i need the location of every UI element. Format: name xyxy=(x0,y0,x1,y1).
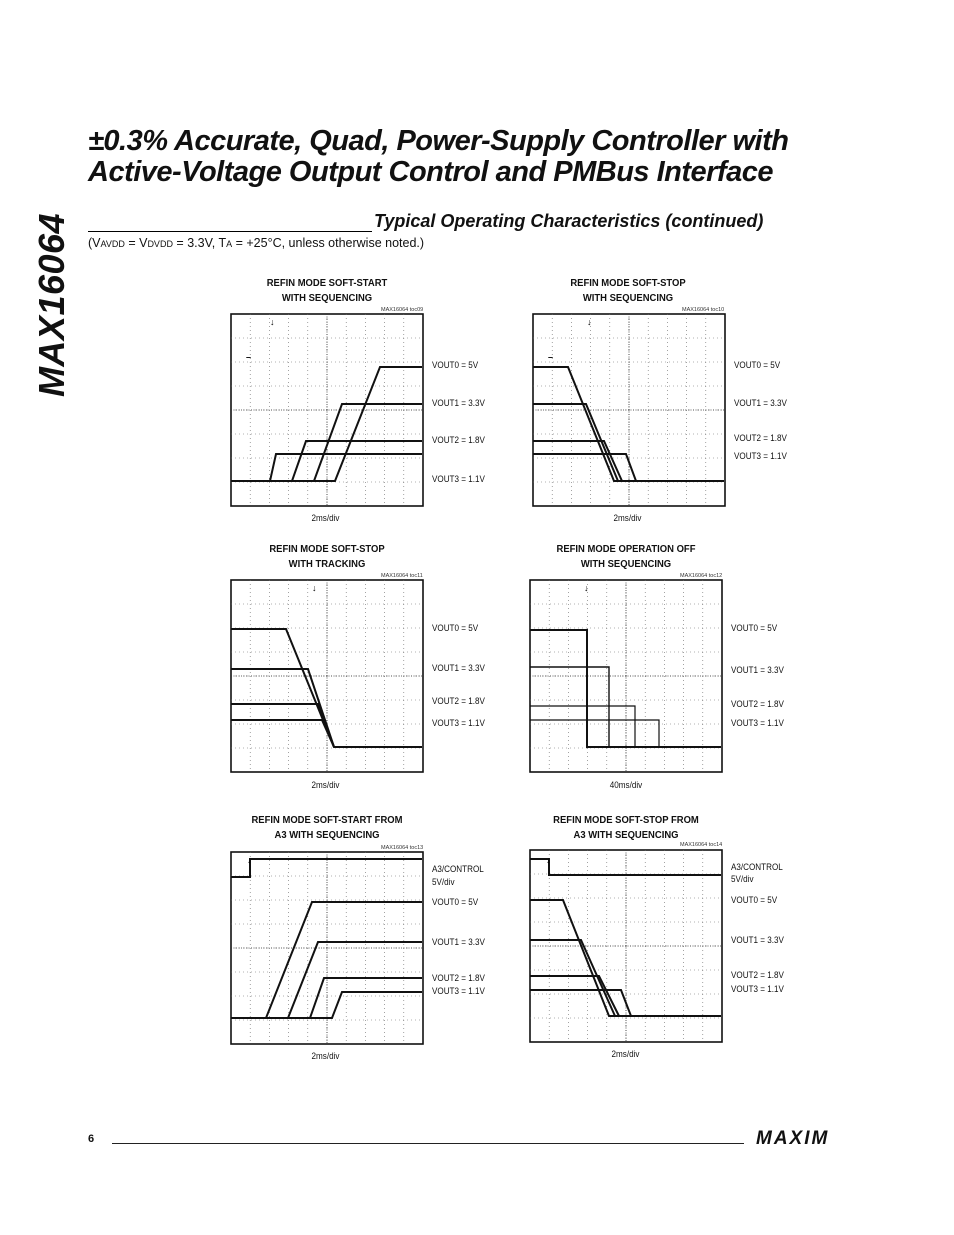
trace-label: VOUT0 = 5V xyxy=(432,623,479,633)
trace-label: VOUT2 = 1.8V xyxy=(731,970,784,980)
plot-id: MAX16064 toc11 xyxy=(381,573,423,579)
trace-label: VOUT2 = 1.8V xyxy=(432,973,485,983)
time-division: 2ms/div xyxy=(311,513,340,523)
time-division: 2ms/div xyxy=(311,1051,340,1061)
plot-id: MAX16064 toc13 xyxy=(381,845,424,851)
maxim-logo xyxy=(754,1128,866,1153)
scope-screen xyxy=(230,851,424,1045)
trace-label: VOUT3 = 1.1V xyxy=(432,986,485,996)
svg-text:↓: ↓ xyxy=(584,583,589,593)
title-line-1: ±0.3% Accurate, Quad, Power-Supply Controller with xyxy=(88,125,789,157)
trace-label: 5V/div xyxy=(731,874,754,884)
scope-screen xyxy=(529,849,723,1043)
plot-title: REFIN MODE OPERATION OFF WITH SEQUENCING xyxy=(556,543,696,570)
test-conditions: (VAVDD = VDVDD = 3.3V, TA = +25°C, unless otherwise noted.) xyxy=(88,236,425,250)
plot-id: MAX16064 toc09 xyxy=(381,307,424,313)
trace-label: VOUT2 = 1.8V xyxy=(432,435,485,445)
time-division: 40ms/div xyxy=(609,780,643,790)
trace-label: VOUT0 = 5V xyxy=(731,895,778,905)
title-line-2: Active-Voltage Output Control and PMBus Interface xyxy=(88,156,773,188)
trace-label: VOUT1 = 3.3V xyxy=(432,398,485,408)
svg-text:–: – xyxy=(246,352,252,362)
trace-label: VOUT1 = 3.3V xyxy=(734,398,787,408)
svg-text:↓: ↓ xyxy=(546,855,551,865)
scope-screen xyxy=(529,579,723,773)
trace-label: A3/CONTROL xyxy=(432,864,484,874)
section-title: Typical Operating Characteristics (continued) xyxy=(374,211,764,231)
plot-title: REFIN MODE SOFT-START FROM A3 WITH SEQUENCING xyxy=(251,814,403,841)
footer-rule xyxy=(112,1143,744,1144)
page-title xyxy=(88,126,928,188)
trace-label: A3/CONTROL xyxy=(731,862,783,872)
trace-label: VOUT1 = 3.3V xyxy=(731,935,784,945)
scope-screen xyxy=(230,579,424,773)
plot-id: MAX16064 toc14 xyxy=(680,842,723,848)
time-division: 2ms/div xyxy=(311,780,340,790)
time-division: 2ms/div xyxy=(611,1049,640,1059)
scope-screen xyxy=(230,313,424,507)
trace-label: VOUT2 = 1.8V xyxy=(432,696,485,706)
trace-label: 5V/div xyxy=(432,877,455,887)
page-number: 6 xyxy=(88,1133,95,1145)
trace-label: VOUT3 = 1.1V xyxy=(731,718,784,728)
trace-label: VOUT0 = 5V xyxy=(731,623,778,633)
trace-label: VOUT3 = 1.1V xyxy=(734,451,787,461)
trace-label: VOUT1 = 3.3V xyxy=(432,937,485,947)
scope-screen xyxy=(532,313,726,507)
trace-label: VOUT3 = 1.1V xyxy=(731,984,784,994)
svg-text:–: – xyxy=(548,352,554,362)
svg-text:↓: ↓ xyxy=(312,583,317,593)
time-division: 2ms/div xyxy=(613,513,642,523)
logo-text: MAXIM xyxy=(756,1128,830,1148)
trace-label: VOUT3 = 1.1V xyxy=(432,718,485,728)
trace-label: VOUT1 = 3.3V xyxy=(731,665,784,675)
trace-label: VOUT0 = 5V xyxy=(432,897,479,907)
trace-label: VOUT3 = 1.1V xyxy=(432,474,485,484)
plot-id: MAX16064 toc10 xyxy=(682,307,725,313)
trace-label: VOUT2 = 1.8V xyxy=(734,433,787,443)
part-number-sidebar: MAX16064 xyxy=(31,212,72,398)
trace-label: VOUT0 = 5V xyxy=(734,360,781,370)
plot-id: MAX16064 toc12 xyxy=(680,573,723,579)
svg-text:↓: ↓ xyxy=(247,855,252,865)
section-rule xyxy=(88,231,372,232)
trace-label: VOUT2 = 1.8V xyxy=(731,699,784,709)
plot-title: REFIN MODE SOFT-START WITH SEQUENCING xyxy=(266,277,388,304)
svg-text:↓: ↓ xyxy=(587,317,592,327)
trace-label: VOUT1 = 3.3V xyxy=(432,663,485,673)
plot-title: REFIN MODE SOFT-STOP WITH TRACKING xyxy=(269,543,385,570)
plot-title: REFIN MODE SOFT-STOP FROM A3 WITH SEQUENCING xyxy=(553,814,699,841)
plot-title: REFIN MODE SOFT-STOP WITH SEQUENCING xyxy=(570,277,686,304)
svg-text:↓: ↓ xyxy=(270,317,275,327)
trace-label: VOUT0 = 5V xyxy=(432,360,479,370)
